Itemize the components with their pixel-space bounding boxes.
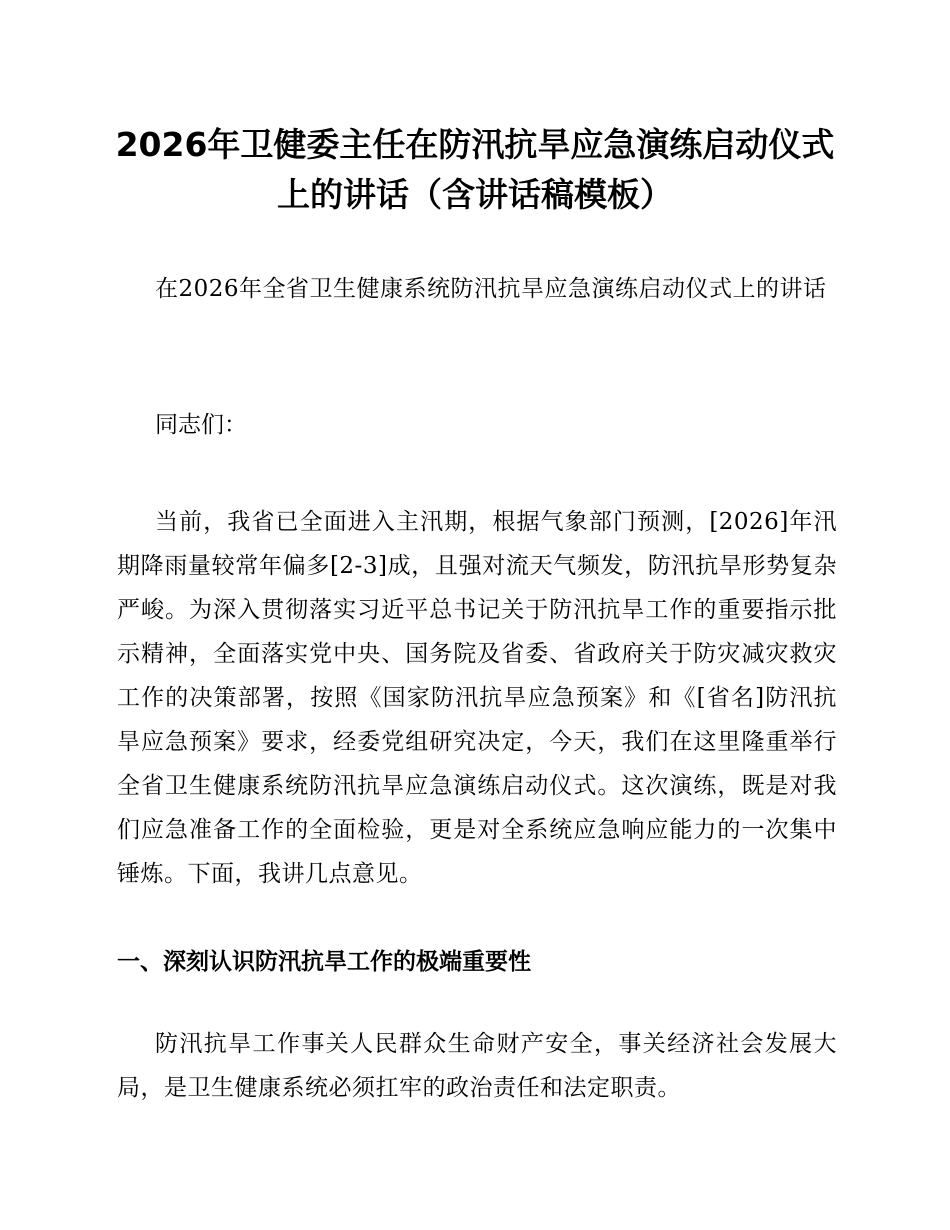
- document-subtitle: 在2026年全省卫生健康系统防汛抗旱应急演练启动仪式上的讲话: [155, 276, 827, 302]
- document-title: 2026年卫健委主任在防汛抗旱应急演练启动仪式上的讲话（含讲话稿模板）: [115, 125, 835, 214]
- greeting: 同志们：: [155, 412, 247, 438]
- body-paragraph: 当前，我省已全面进入主汛期，根据气象部门预测，[2026]年汛期降雨量较常年偏多[2-3]成，且强对流天气频发，防汛抗旱形势复杂严峻。为深入贯彻落实习近平总书记关于防汛抗旱工作的重要指示批示精神，全面落实党中央、国务院及省委、省政府关于防灾减灾救灾工作的决策部署，按照《国家防汛抗旱应急预案》和《[省名]防汛抗旱应急预案》要求，经委党组研究决定，今天，我们在这里隆重举行全省卫生健康系统防汛抗旱应急演练启动仪式。这次演练，既是对我们应急准备工作的全面检验，更是对全系统应急响应能力的一次集中锤炼。下面，我讲几点意见。: [117, 509, 837, 887]
- section-heading: 一、深刻认识防汛抗旱工作的极端重要性: [117, 949, 531, 975]
- body-paragraph: 防汛抗旱工作事关人民群众生命财产安全，事关经济社会发展大局，是卫生健康系统必须扛牢的政治责任和法定职责。: [117, 1031, 837, 1101]
